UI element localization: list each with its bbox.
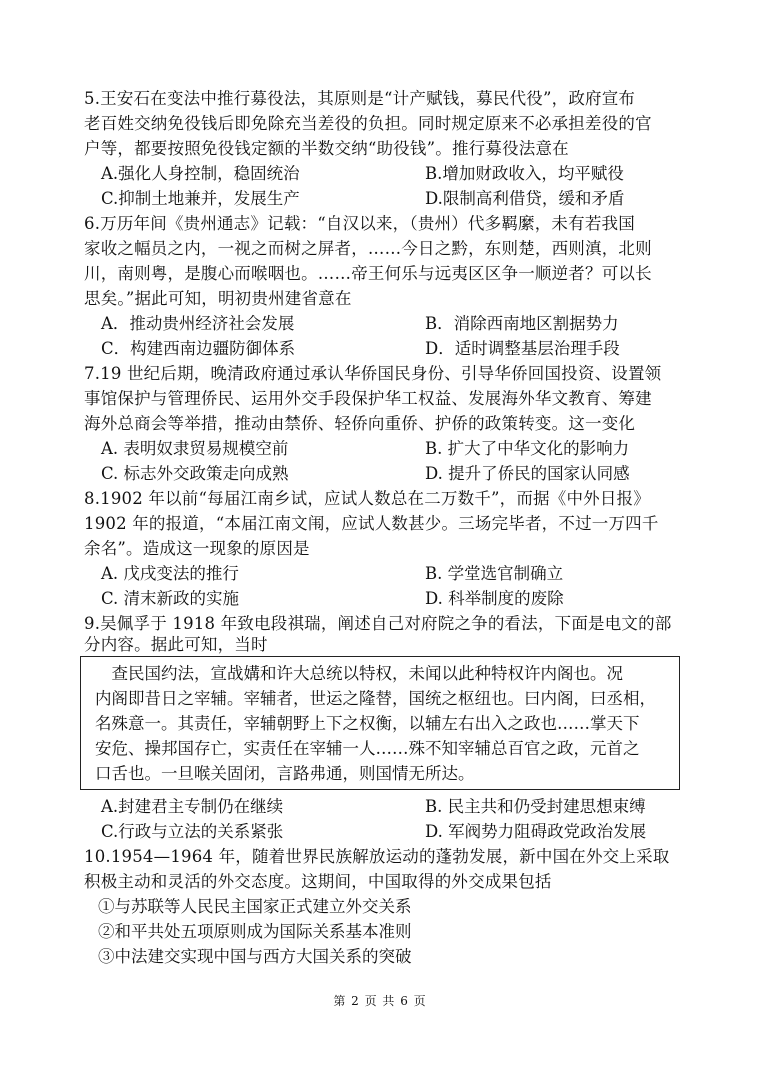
quote-line: 安危、操邦国存亡，实责任在宰辅一人……殊不知宰辅总百官之政，元首之 [95,739,640,758]
quote-line: 口舌也。一旦喉关固闭，言路弗通，则国情无所达。 [95,764,475,783]
question-text-line: 余名”。造成这一现象的原因是 [84,539,310,558]
question-text-line: 7.19 世纪后期，晚清政府通过承认华侨国民身份、引导华侨回国投资、设置领 [84,364,662,383]
option-d: D. 提升了侨民的国家认同感 [425,464,630,483]
quote-line: 名殊意一。其责任，宰辅朝野上下之权衡，以辅左右出入之政也……掌天下 [95,714,640,733]
option-b: B. 学堂选官制确立 [425,564,564,583]
option-b: B. 民主共和仍受封建思想束缚 [425,797,646,816]
option-a: A.封建君主专制仍在继续 [101,797,284,816]
statement-item: ③中法建交实现中国与西方大国关系的突破 [98,947,412,966]
question-text-line: 积极主动和灵活的外交态度。这期间，中国取得的外交成果包括 [84,872,552,891]
option-c: C. 清末新政的实施 [101,589,240,608]
quote-line: 查民国约法，宣战媾和许大总统以特权，未闻以此种特权许内阁也。况 [95,664,623,683]
question-text-line: 海外总商会等举措，推动由禁侨、轻侨向重侨、护侨的政策转变。这一变化 [84,414,636,433]
option-c: C.行政与立法的关系紧张 [101,822,284,841]
option-a: A．推动贵州经济社会发展 [101,314,295,333]
option-d: D. 科举制度的废除 [425,589,564,608]
question-text-line: 老百姓交纳免役钱后即免除充当差役的负担。同时规定原来不必承担差役的官 [84,114,652,133]
question-text-line: 思矣。”据此可知，明初贵州建省意在 [84,289,352,308]
statement-item: ①与苏联等人民民主国家正式建立外交关系 [98,897,412,916]
option-b: B.增加财政收入，均平赋役 [425,164,624,183]
option-b: B．消除西南地区割据势力 [425,314,619,333]
option-a: A. 戊戌变法的推行 [101,564,239,583]
option-c: C. 标志外交政策走向成熟 [101,464,289,483]
option-a: A. 表明奴隶贸易规模空前 [101,439,289,458]
statement-item: ②和平共处五项原则成为国际关系基本准则 [98,922,412,941]
question-text-line: 9.吴佩孚于 1918 年致电段祺瑞，阐述自己对府院之争的看法，下面是电文的部 [84,614,672,633]
question-text-line: 5.王安石在变法中推行募役法，其原则是“计产赋钱，募民代役”，政府宣布 [84,89,636,108]
option-d: D.限制高利借贷，缓和矛盾 [425,189,625,208]
option-a: A.强化人身控制，稳固统治 [101,164,300,183]
question-text-line: 分内容。据此可知，当时 [84,635,268,654]
option-c: C.抑制土地兼并，发展生产 [101,189,300,208]
question-text-line: 事馆保护与管理侨民、运用外交手段保护华工权益、发展海外华文教育、筹建 [84,389,652,408]
question-text-line: 6.万历年间《贵州通志》记载：“自汉以来，（贵州）代多羁縻，未有若我国 [84,214,635,233]
question-text-line: 川，南则粤，是腹心而喉咽也。……帝王何乐与远夷区区争一顺逆者？可以长 [84,264,652,283]
page-footer: 第 2 页 共 6 页 [333,994,427,1008]
quote-line: 内阁即昔日之宰辅。宰辅者，世运之隆替，国统之枢纽也。曰内阁，曰丞相， [95,689,656,708]
option-d: D．适时调整基层治理手段 [425,339,620,358]
option-b: B. 扩大了中华文化的影响力 [425,439,630,458]
question-text-line: 家收之幅员之内，一视之而树之屏者，……今日之黔，东则楚，西则滇，北则 [84,239,652,258]
question-text-line: 户等，都要按照免役钱定额的半数交纳“助役钱”。推行募役法意在 [84,139,569,158]
question-text-line: 10.1954—1964 年，随着世界民族解放运动的蓬勃发展，新中国在外交上采取 [84,847,670,866]
question-text-line: 1902 年的报道，“本届江南文闱，应试人数甚少。三场完毕者，不过一万四千 [84,514,659,533]
option-d: D. 军阀势力阻碍政党政治发展 [425,822,647,841]
question-text-line: 8.1902 年以前“每届江南乡试，应试人数总在二万数千”，而据《中外日报》 [84,489,650,508]
option-c: C．构建西南边疆防御体系 [101,339,296,358]
quote-box [80,656,680,790]
